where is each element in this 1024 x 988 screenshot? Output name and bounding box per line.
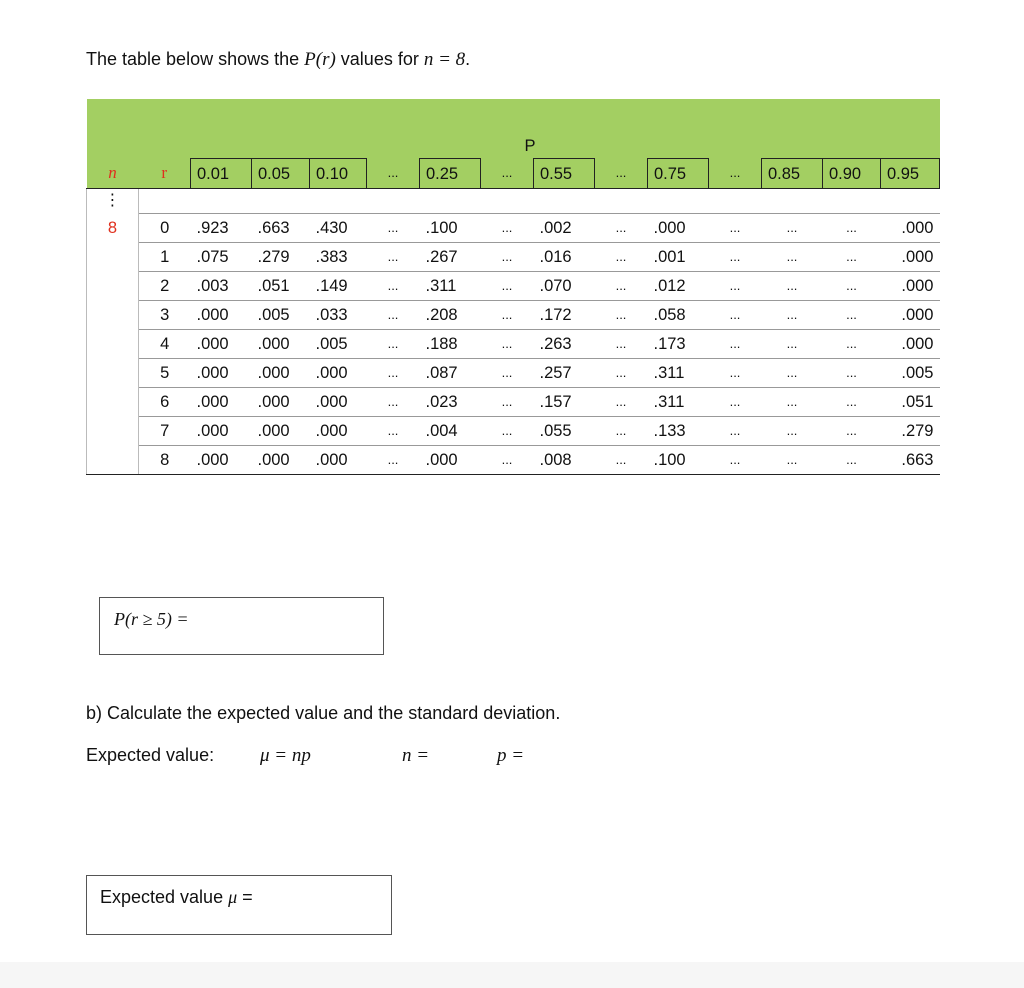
table-cell: .172 [534, 301, 595, 330]
expected-value-formula: μ = np [260, 745, 311, 766]
table-cell-ellipsis: ... [595, 243, 648, 272]
table-cell-ellipsis: ... [367, 301, 420, 330]
table-cell: .051 [881, 388, 940, 417]
table-cell-ellipsis: ... [367, 272, 420, 301]
table-cell-ellipsis: ... [595, 388, 648, 417]
table-cell-ellipsis: ... [823, 243, 881, 272]
n-vdots: ⋮ [87, 189, 139, 214]
table-row [87, 330, 940, 359]
table-cell: .000 [252, 388, 310, 417]
table-cell: .188 [420, 330, 481, 359]
r-value: 0 [139, 214, 191, 243]
table-cell-ellipsis: ... [481, 243, 534, 272]
column-header-p: 0.05 [252, 159, 310, 189]
intro-neq: n = 8 [423, 49, 466, 70]
table-row [87, 388, 940, 417]
r-value: 5 [139, 359, 191, 388]
table-cell-ellipsis: ... [762, 243, 823, 272]
table-cell: .279 [881, 417, 940, 446]
table-cell-ellipsis: ... [823, 330, 881, 359]
table-cell-ellipsis: ... [481, 417, 534, 446]
r-value: 8 [139, 446, 191, 475]
table-cell-ellipsis: ... [595, 359, 648, 388]
table-cell-ellipsis: ... [823, 359, 881, 388]
part-b-prompt: b) Calculate the expected value and the standard deviation. [86, 703, 561, 723]
table-cell: .033 [310, 301, 367, 330]
column-header-p: 0.85 [762, 159, 823, 189]
table-cell: .430 [310, 214, 367, 243]
table-cell: .016 [534, 243, 595, 272]
table-cell-ellipsis: ... [762, 272, 823, 301]
table-cell: .133 [648, 417, 709, 446]
table-cell-ellipsis: ... [762, 301, 823, 330]
table-cell-ellipsis: ... [481, 446, 534, 475]
table-cell-ellipsis: ... [481, 301, 534, 330]
table-cell-ellipsis: ... [481, 272, 534, 301]
table-cell-ellipsis: ... [367, 388, 420, 417]
table-row [87, 214, 940, 243]
table-cell: .000 [310, 359, 367, 388]
table-row [87, 243, 940, 272]
table-cell-ellipsis: ... [709, 388, 762, 417]
table-cell: .058 [648, 301, 709, 330]
table-cell: .002 [534, 214, 595, 243]
table-cell: .311 [420, 272, 481, 301]
table-cell: .000 [252, 417, 310, 446]
column-header-ellipsis: ... [481, 159, 534, 189]
table-cell: .070 [534, 272, 595, 301]
table-cell-ellipsis: ... [762, 388, 823, 417]
p-header-label: P [87, 99, 940, 159]
table-cell-ellipsis: ... [762, 359, 823, 388]
table-cell-ellipsis: ... [595, 417, 648, 446]
table-vdots-row [87, 189, 940, 214]
table-cell: .000 [191, 301, 252, 330]
table-cell-ellipsis: ... [709, 330, 762, 359]
n-value: 8 [87, 214, 139, 243]
table-cell: .100 [420, 214, 481, 243]
table-cell-ellipsis: ... [595, 330, 648, 359]
column-header-row [87, 159, 940, 189]
table-cell-ellipsis: ... [595, 446, 648, 475]
table-cell: .087 [420, 359, 481, 388]
column-header-p: 0.75 [648, 159, 709, 189]
table-cell-ellipsis: ... [709, 359, 762, 388]
intro-prefix: The table below shows the [86, 49, 305, 69]
table-row [87, 446, 940, 475]
table-cell: .003 [191, 272, 252, 301]
table-cell: .311 [648, 388, 709, 417]
r-value: 7 [139, 417, 191, 446]
table-cell: .000 [191, 330, 252, 359]
table-cell-ellipsis: ... [823, 272, 881, 301]
table-cell: .000 [191, 417, 252, 446]
intro-suffix: . [465, 49, 471, 69]
page-footer-band [0, 962, 1024, 988]
table-cell: .000 [191, 446, 252, 475]
table-cell: .000 [310, 417, 367, 446]
n-equals-label: n = [402, 745, 430, 766]
intro-middle: values for [335, 49, 424, 69]
table-cell-ellipsis: ... [762, 214, 823, 243]
table-cell-ellipsis: ... [481, 359, 534, 388]
table-cell-ellipsis: ... [709, 301, 762, 330]
table-cell-ellipsis: ... [481, 388, 534, 417]
table-cell-ellipsis: ... [367, 417, 420, 446]
column-header-p: 0.10 [310, 159, 367, 189]
table-cell-ellipsis: ... [481, 330, 534, 359]
table-cell-ellipsis: ... [481, 214, 534, 243]
r-value: 4 [139, 330, 191, 359]
table-cell: .075 [191, 243, 252, 272]
table-cell-ellipsis: ... [762, 330, 823, 359]
column-header-ellipsis: ... [367, 159, 420, 189]
column-header-p: 0.55 [534, 159, 595, 189]
table-cell-ellipsis: ... [367, 330, 420, 359]
table-cell: .663 [252, 214, 310, 243]
table-cell-ellipsis: ... [709, 446, 762, 475]
table-cell: .000 [881, 214, 940, 243]
column-header-ellipsis: ... [709, 159, 762, 189]
table-row [87, 301, 940, 330]
column-header-p: 0.95 [881, 159, 940, 189]
table-cell: .000 [648, 214, 709, 243]
table-cell: .000 [881, 243, 940, 272]
p-header-row [87, 99, 940, 159]
table-cell: .000 [881, 330, 940, 359]
table-cell-ellipsis: ... [762, 417, 823, 446]
table-cell-ellipsis: ... [367, 214, 420, 243]
table-cell: .000 [252, 330, 310, 359]
p-equals-label: p = [497, 745, 525, 766]
table-cell: .005 [881, 359, 940, 388]
intro-text [86, 49, 470, 71]
table-row [87, 417, 940, 446]
table-cell: .004 [420, 417, 481, 446]
table-cell: .005 [310, 330, 367, 359]
table-cell: .051 [252, 272, 310, 301]
table-cell-ellipsis: ... [823, 417, 881, 446]
table-cell: .257 [534, 359, 595, 388]
table-cell: .000 [252, 446, 310, 475]
table-cell: .000 [191, 359, 252, 388]
table-cell: .279 [252, 243, 310, 272]
column-header-ellipsis: ... [595, 159, 648, 189]
table-cell-ellipsis: ... [762, 446, 823, 475]
intro-pr: P(r) [304, 49, 336, 70]
r-value: 3 [139, 301, 191, 330]
table-cell: .000 [881, 272, 940, 301]
column-header-p: 0.90 [823, 159, 881, 189]
answer-box-p-r-ge-5[interactable] [99, 597, 384, 655]
answer-box-expected-value[interactable] [86, 875, 392, 935]
table-cell: .173 [648, 330, 709, 359]
table-cell: .000 [252, 359, 310, 388]
table-cell-ellipsis: ... [709, 243, 762, 272]
table-cell-ellipsis: ... [367, 359, 420, 388]
table-cell: .923 [191, 214, 252, 243]
table-cell-ellipsis: ... [823, 388, 881, 417]
r-value: 1 [139, 243, 191, 272]
table-cell: .383 [310, 243, 367, 272]
probability-table [86, 99, 940, 475]
table-cell: .100 [648, 446, 709, 475]
table-cell: .001 [648, 243, 709, 272]
table-cell: .012 [648, 272, 709, 301]
r-value: 2 [139, 272, 191, 301]
table-cell: .263 [534, 330, 595, 359]
answer-box-2-label: Expected value μ = [100, 887, 253, 907]
table-cell-ellipsis: ... [595, 214, 648, 243]
table-cell-ellipsis: ... [595, 301, 648, 330]
table-cell: .149 [310, 272, 367, 301]
column-header-p: 0.25 [420, 159, 481, 189]
table-cell: .208 [420, 301, 481, 330]
table-cell-ellipsis: ... [823, 446, 881, 475]
table-cell-ellipsis: ... [709, 272, 762, 301]
table-cell: .000 [881, 301, 940, 330]
table-cell-ellipsis: ... [595, 272, 648, 301]
table-cell-ellipsis: ... [367, 243, 420, 272]
table-row [87, 272, 940, 301]
table-cell: .000 [420, 446, 481, 475]
table-cell-ellipsis: ... [823, 214, 881, 243]
table-cell-ellipsis: ... [709, 214, 762, 243]
table-cell: .663 [881, 446, 940, 475]
table-cell-ellipsis: ... [709, 417, 762, 446]
table-cell: .000 [191, 388, 252, 417]
r-value: 6 [139, 388, 191, 417]
answer-box-1-label: P(r ≥ 5) = [114, 609, 189, 629]
n-header: n [87, 159, 139, 189]
column-header-p: 0.01 [191, 159, 252, 189]
table-cell: .008 [534, 446, 595, 475]
table-cell-ellipsis: ... [823, 301, 881, 330]
table-cell: .311 [648, 359, 709, 388]
r-header: r [139, 159, 191, 189]
table-cell: .005 [252, 301, 310, 330]
table-cell: .023 [420, 388, 481, 417]
expected-value-label: Expected value: [86, 745, 215, 765]
table-cell: .000 [310, 388, 367, 417]
table-cell-ellipsis: ... [367, 446, 420, 475]
table-cell: .000 [310, 446, 367, 475]
table-row [87, 359, 940, 388]
table-cell: .267 [420, 243, 481, 272]
table-cell: .055 [534, 417, 595, 446]
table-cell: .157 [534, 388, 595, 417]
